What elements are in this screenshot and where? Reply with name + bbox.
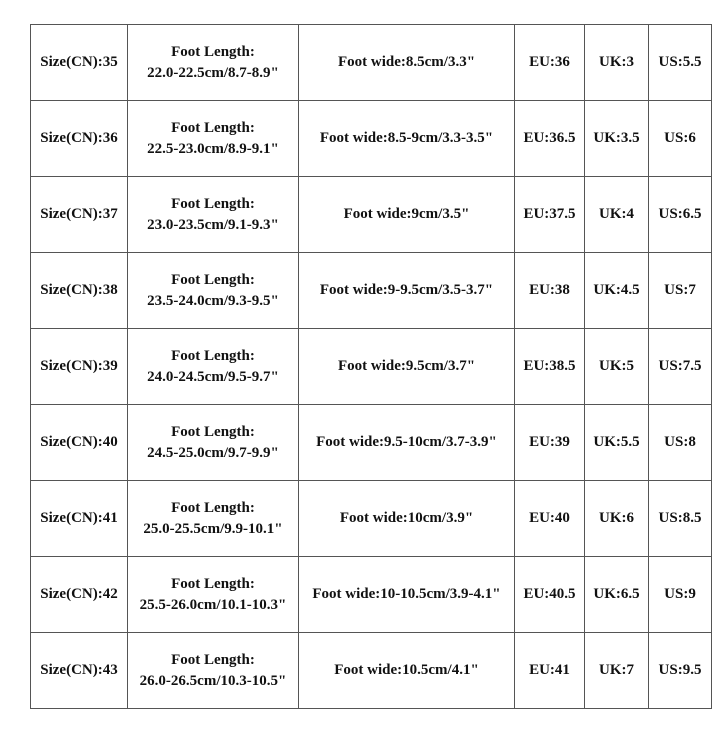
us-size-cell: US:9	[649, 557, 712, 633]
uk-size-cell: UK:6.5	[585, 557, 649, 633]
cn-size-cell: Size(CN):38	[31, 253, 128, 329]
table-row	[31, 177, 712, 253]
uk-size-cell: UK:5.5	[585, 405, 649, 481]
table-row	[31, 633, 712, 709]
foot-length-label: Foot Length:	[171, 575, 255, 592]
foot-width-cell: Foot wide:8.5-9cm/3.3-3.5"	[299, 101, 515, 177]
eu-size-cell: EU:36	[515, 25, 585, 101]
foot-width-cell: Foot wide:10-10.5cm/3.9-4.1"	[299, 557, 515, 633]
eu-size-cell: EU:37.5	[515, 177, 585, 253]
table-row	[31, 329, 712, 405]
us-size-cell: US:6	[649, 101, 712, 177]
eu-size-cell: EU:36.5	[515, 101, 585, 177]
foot-length-value: 22.5-23.0cm/8.9-9.1"	[147, 140, 279, 157]
foot-length-label: Foot Length:	[171, 195, 255, 212]
foot-width-cell: Foot wide:10.5cm/4.1"	[299, 633, 515, 709]
us-size-cell: US:8	[649, 405, 712, 481]
us-size-cell: US:6.5	[649, 177, 712, 253]
foot-length-value: 23.5-24.0cm/9.3-9.5"	[147, 292, 279, 309]
table-row	[31, 481, 712, 557]
us-size-cell: US:8.5	[649, 481, 712, 557]
eu-size-cell: EU:38.5	[515, 329, 585, 405]
foot-length-value: 25.0-25.5cm/9.9-10.1"	[143, 520, 283, 537]
foot-length-value: 22.0-22.5cm/8.7-8.9"	[147, 64, 279, 81]
table-row	[31, 101, 712, 177]
foot-length-cell	[128, 405, 299, 481]
uk-size-cell: UK:3	[585, 25, 649, 101]
eu-size-cell: EU:41	[515, 633, 585, 709]
uk-size-cell: UK:7	[585, 633, 649, 709]
foot-length-value: 24.5-25.0cm/9.7-9.9"	[147, 444, 279, 461]
cn-size-cell: Size(CN):42	[31, 557, 128, 633]
foot-length-value: 25.5-26.0cm/10.1-10.3"	[139, 596, 287, 613]
eu-size-cell: EU:40	[515, 481, 585, 557]
foot-length-cell	[128, 177, 299, 253]
foot-width-cell: Foot wide:9cm/3.5"	[299, 177, 515, 253]
cn-size-cell: Size(CN):41	[31, 481, 128, 557]
table-row	[31, 557, 712, 633]
us-size-cell: US:7	[649, 253, 712, 329]
foot-length-value: 24.0-24.5cm/9.5-9.7"	[147, 368, 279, 385]
foot-length-label: Foot Length:	[171, 119, 255, 136]
uk-size-cell: UK:4	[585, 177, 649, 253]
foot-length-cell	[128, 329, 299, 405]
foot-length-label: Foot Length:	[171, 43, 255, 60]
foot-width-cell: Foot wide:8.5cm/3.3"	[299, 25, 515, 101]
foot-length-label: Foot Length:	[171, 271, 255, 288]
foot-width-cell: Foot wide:9.5-10cm/3.7-3.9"	[299, 405, 515, 481]
foot-length-value: 26.0-26.5cm/10.3-10.5"	[139, 672, 287, 689]
cn-size-cell: Size(CN):43	[31, 633, 128, 709]
us-size-cell: US:7.5	[649, 329, 712, 405]
cn-size-cell: Size(CN):35	[31, 25, 128, 101]
uk-size-cell: UK:6	[585, 481, 649, 557]
foot-length-label: Foot Length:	[171, 347, 255, 364]
cn-size-cell: Size(CN):40	[31, 405, 128, 481]
size-chart-table	[30, 24, 712, 709]
eu-size-cell: EU:38	[515, 253, 585, 329]
us-size-cell: US:5.5	[649, 25, 712, 101]
foot-length-cell	[128, 253, 299, 329]
foot-length-label: Foot Length:	[171, 499, 255, 516]
table-row	[31, 405, 712, 481]
foot-length-cell	[128, 25, 299, 101]
us-size-cell: US:9.5	[649, 633, 712, 709]
eu-size-cell: EU:39	[515, 405, 585, 481]
foot-width-cell: Foot wide:9-9.5cm/3.5-3.7"	[299, 253, 515, 329]
cn-size-cell: Size(CN):37	[31, 177, 128, 253]
cn-size-cell: Size(CN):39	[31, 329, 128, 405]
uk-size-cell: UK:5	[585, 329, 649, 405]
foot-length-cell	[128, 557, 299, 633]
foot-length-cell	[128, 481, 299, 557]
uk-size-cell: UK:3.5	[585, 101, 649, 177]
uk-size-cell: UK:4.5	[585, 253, 649, 329]
foot-length-label: Foot Length:	[171, 651, 255, 668]
foot-length-value: 23.0-23.5cm/9.1-9.3"	[147, 216, 279, 233]
eu-size-cell: EU:40.5	[515, 557, 585, 633]
foot-width-cell: Foot wide:10cm/3.9"	[299, 481, 515, 557]
foot-width-cell: Foot wide:9.5cm/3.7"	[299, 329, 515, 405]
foot-length-cell	[128, 101, 299, 177]
table-row	[31, 253, 712, 329]
foot-length-cell	[128, 633, 299, 709]
foot-length-label: Foot Length:	[171, 423, 255, 440]
cn-size-cell: Size(CN):36	[31, 101, 128, 177]
table-row	[31, 25, 712, 101]
